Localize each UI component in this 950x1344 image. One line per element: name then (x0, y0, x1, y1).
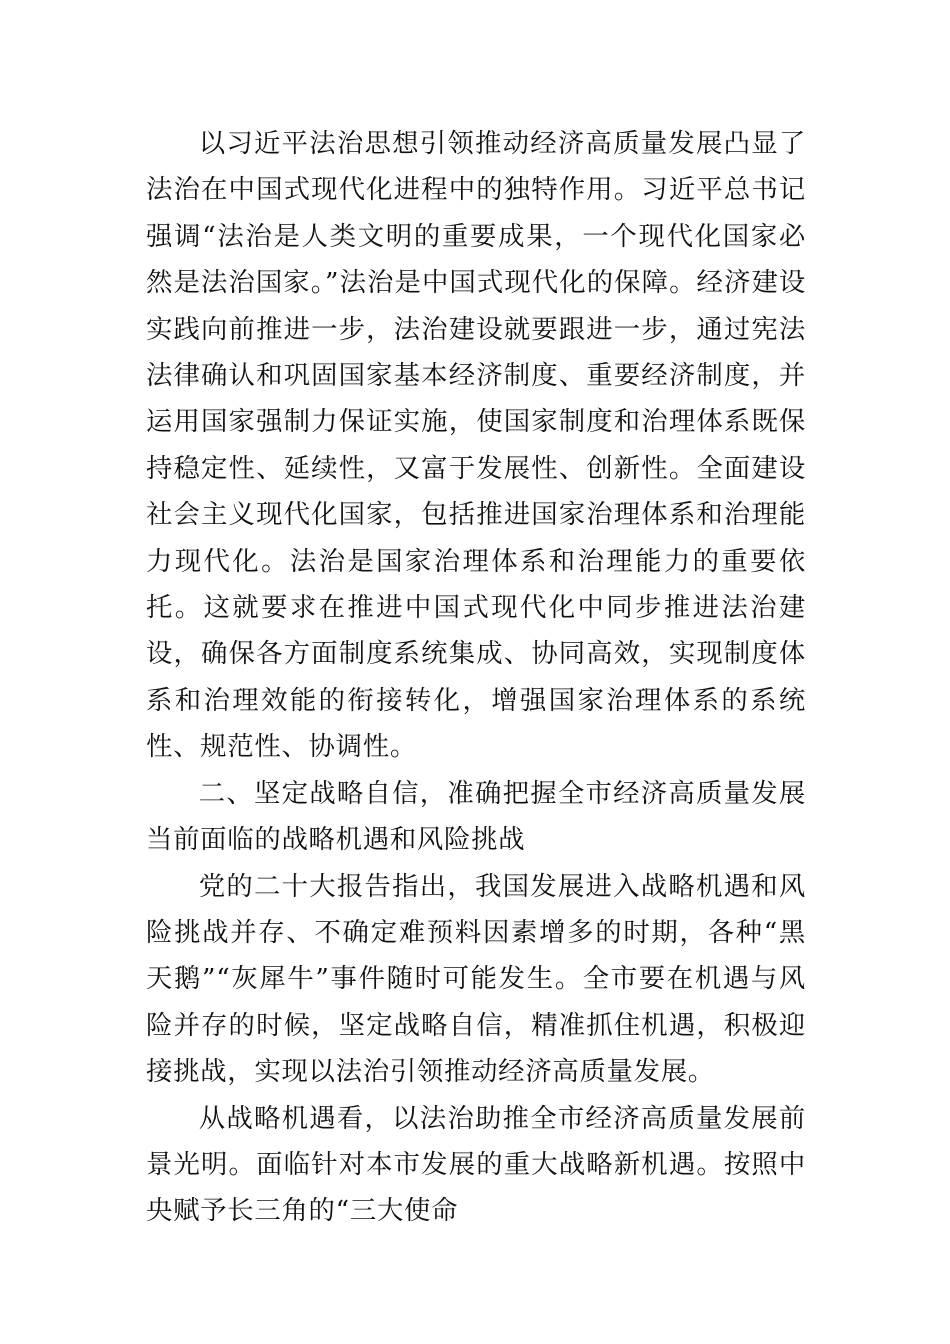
paragraph-rule-of-law-role: 以习近平法治思想引领推动经济高质量发展凸显了法治在中国式现代化进程中的独特作用。习近平总书记强调“法治是人类文明的重要成果，一个现代化国家必然是法治国家。”法治是中国式现代化的保障。经济建设实践向前推进一步，法治建设就要跟进一步，通过宪法法律确认和巩固国家基本经济制度、重要经济制度，并运用国家强制力保证实施，使国家制度和治理体系既保持稳定性、延续性，又富于发展性、创新性。全面建设社会主义现代化国家，包括推进国家治理体系和治理能力现代化。法治是国家治理体系和治理能力的重要依托。这就要求在推进中国式现代化中同步推进法治建设，确保各方面制度系统集成、协同高效，实现制度体系和治理效能的衔接转化，增强国家治理体系的系统性、规范性、协调性。 (146, 128, 806, 763)
paragraph-opportunities-and-risks: 党的二十大报告指出，我国发展进入战略机遇和风险挑战并存、不确定难预料因素增多的时期，各种“黑天鹅”“灰犀牛”事件随时可能发生。全市要在机遇与风险并存的时候，坚定战略自信，精准抓住机遇，积极迎接挑战，实现以法治引领推动经济高质量发展。 (146, 870, 806, 1088)
paragraph-strategic-opportunities: 从战略机遇看，以法治助推全市经济高质量发展前景光明。面临针对本市发展的重大战略新机遇。按照中央赋予长三角的“三大使命 (146, 1102, 806, 1227)
document-body (146, 121, 806, 1235)
section-heading-strategic-confidence: 二、坚定战略自信，准确把握全市经济高质量发展当前面临的战略机遇和风险挑战 (146, 777, 806, 856)
